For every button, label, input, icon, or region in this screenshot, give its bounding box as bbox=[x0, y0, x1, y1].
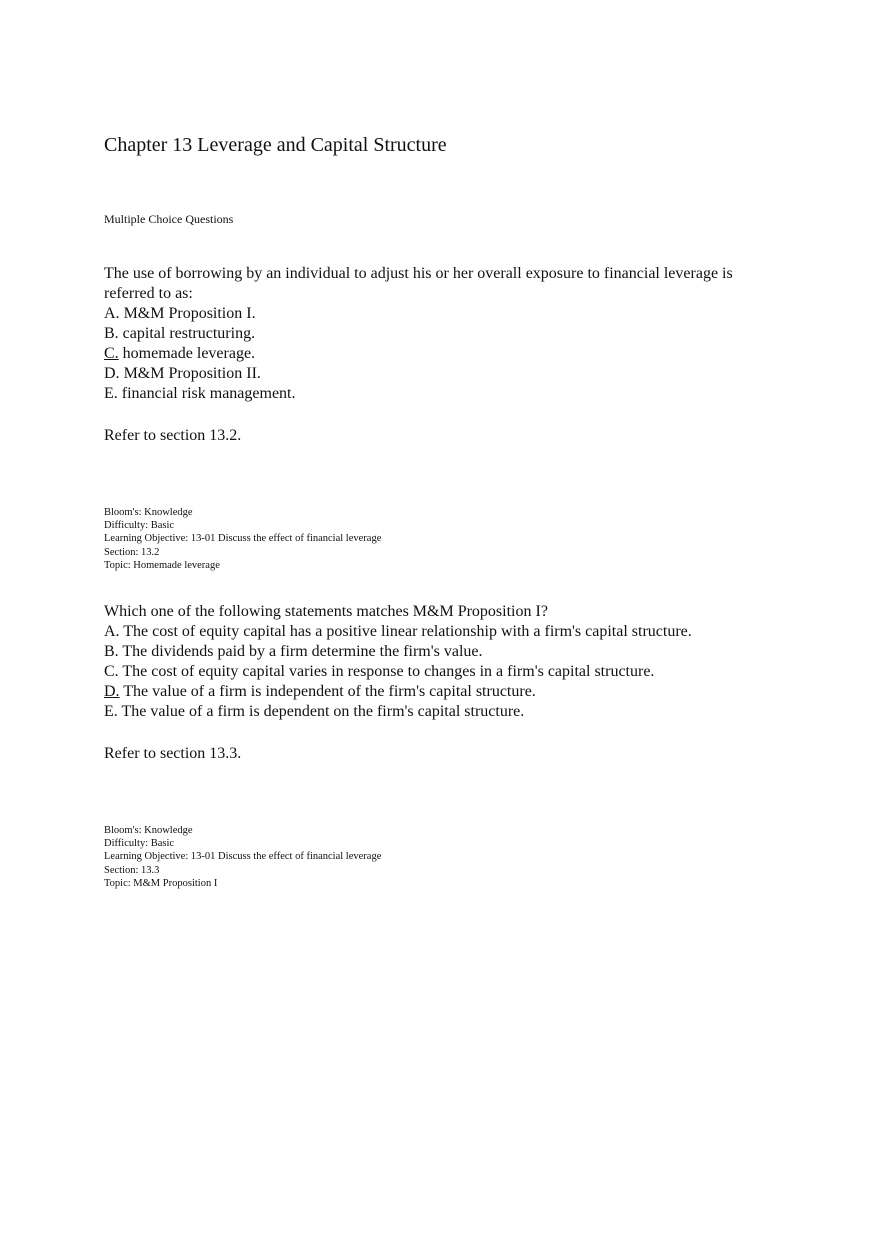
meta-section: Section: 13.3 bbox=[104, 864, 160, 876]
option-d bbox=[104, 364, 784, 384]
option-text: capital restructuring. bbox=[122, 325, 256, 342]
option-e bbox=[104, 702, 784, 722]
meta-blooms: Bloom's: Knowledge bbox=[104, 825, 193, 836]
option-text: The cost of equity capital has a positive linear relationship with a firm's capital structure. bbox=[123, 623, 692, 640]
option-text: financial risk management. bbox=[121, 385, 296, 402]
option-letter: B. bbox=[104, 325, 119, 342]
question-2 bbox=[104, 602, 784, 890]
option-a bbox=[104, 622, 784, 642]
question-metadata bbox=[104, 506, 784, 572]
option-letter-correct: D. bbox=[104, 683, 120, 700]
option-text: M&M Proposition II. bbox=[123, 365, 261, 382]
section-label: Multiple Choice Questions bbox=[104, 212, 234, 226]
meta-learning-objective: Learning Objective: 13-01 Discuss the effect of financial leverage bbox=[104, 533, 382, 545]
option-text: The value of a firm is dependent on the firm's capital structure. bbox=[121, 703, 525, 720]
option-b bbox=[104, 324, 784, 344]
question-stem: Which one of the following statements matches M&M Proposition I? bbox=[104, 603, 548, 620]
option-letter: A. bbox=[104, 623, 120, 640]
option-c bbox=[104, 344, 784, 364]
meta-topic: Topic: M&M Proposition I bbox=[104, 877, 218, 889]
option-text: The cost of equity capital varies in response to changes in a firm's capital structure. bbox=[122, 663, 655, 680]
meta-section: Section: 13.2 bbox=[104, 546, 160, 558]
chapter-title: Chapter 13 Leverage and Capital Structure bbox=[104, 134, 447, 156]
meta-learning-objective: Learning Objective: 13-01 Discuss the effect of financial leverage bbox=[104, 851, 382, 863]
refer-section: Refer to section 13.3. bbox=[104, 745, 242, 762]
option-a bbox=[104, 304, 784, 324]
option-text: The dividends paid by a firm determine the firm's value. bbox=[122, 643, 483, 660]
option-letter: C. bbox=[104, 663, 119, 680]
option-b bbox=[104, 642, 784, 662]
meta-blooms: Bloom's: Knowledge bbox=[104, 507, 193, 518]
option-letter-correct: C. bbox=[104, 345, 119, 362]
option-c bbox=[104, 662, 784, 682]
option-letter: D. bbox=[104, 365, 120, 382]
option-letter: E. bbox=[104, 385, 118, 402]
option-text: homemade leverage. bbox=[122, 345, 256, 362]
question-metadata bbox=[104, 824, 784, 890]
option-text: The value of a firm is independent of the firm's capital structure. bbox=[123, 683, 536, 700]
question-1 bbox=[104, 264, 784, 572]
meta-difficulty: Difficulty: Basic bbox=[104, 838, 175, 850]
question-stem: The use of borrowing by an individual to adjust his or her overall exposure to financial leverage is referred to as: bbox=[104, 265, 733, 302]
option-letter: A. bbox=[104, 305, 120, 322]
refer-section: Refer to section 13.2. bbox=[104, 427, 242, 444]
meta-difficulty: Difficulty: Basic bbox=[104, 520, 175, 532]
option-letter: E. bbox=[104, 703, 118, 720]
option-text: M&M Proposition I. bbox=[123, 305, 256, 322]
option-letter: B. bbox=[104, 643, 119, 660]
option-d bbox=[104, 682, 784, 702]
meta-topic: Topic: Homemade leverage bbox=[104, 559, 220, 571]
option-e bbox=[104, 384, 784, 404]
